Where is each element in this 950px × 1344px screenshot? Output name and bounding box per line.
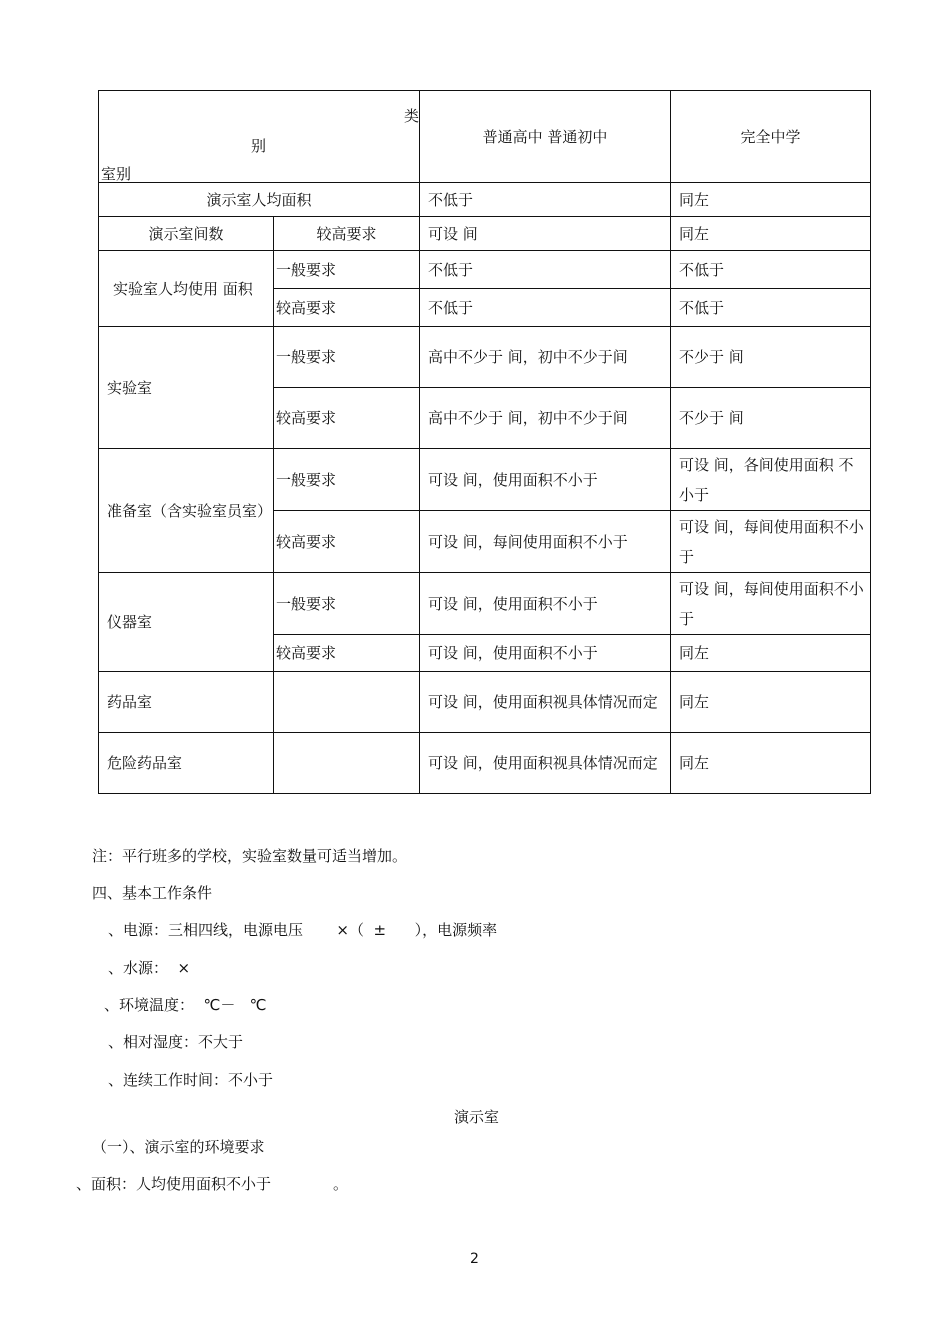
table-row [99, 327, 871, 388]
cell-normal: 不低于 [420, 251, 671, 289]
row-label: 准备室（含实验室员室） [99, 449, 274, 573]
cell-complete: 不低于 [671, 289, 871, 327]
requirements-table [98, 90, 871, 794]
row-label: 演示室人均面积 [99, 183, 420, 217]
cell-complete: 可设 间，每间使用面积不小于 [671, 511, 871, 573]
header-complete-school: 完全中学 [671, 91, 871, 183]
table-row [99, 573, 871, 635]
row-sub-label: 较高要求 [274, 635, 420, 672]
section-title: 演示室 [454, 1108, 500, 1126]
row-sub-label: 一般要求 [274, 251, 420, 289]
note-text: 注：平行班多的学校，实验室数量可适当增加。 [92, 847, 408, 865]
table-header-row [99, 91, 871, 183]
cell-normal: 高中不少于 间，初中不少于间 [420, 388, 671, 449]
cell-complete: 同左 [671, 672, 871, 733]
page-number: 2 [470, 1251, 479, 1267]
cell-complete: 不少于 间 [671, 388, 871, 449]
section-heading: 四、基本工作条件 [92, 884, 213, 902]
cell-normal: 可设 间 [420, 217, 671, 251]
row-sub-label: 较高要求 [274, 217, 420, 251]
row-label: 实验室人均使用 面积 [99, 251, 274, 327]
diagonal-header-cell [99, 91, 420, 183]
row-label: 危险药品室 [99, 733, 274, 794]
row-sub-label: 较高要求 [274, 388, 420, 449]
table-row [99, 251, 871, 289]
cell-complete: 同左 [671, 733, 871, 794]
cell-complete: 不低于 [671, 251, 871, 289]
cell-complete: 不少于 间 [671, 327, 871, 388]
table-row [99, 449, 871, 511]
subsection-heading: （一）、演示室的环境要求 [92, 1138, 265, 1156]
temperature-line: 、环境温度： ℃－ ℃ [104, 996, 267, 1014]
cell-complete: 同左 [671, 635, 871, 672]
row-sub-label: 较高要求 [274, 289, 420, 327]
cell-normal: 可设 间，使用面积视具体情况而定 [420, 672, 671, 733]
table-row [99, 183, 871, 217]
table-row [99, 733, 871, 794]
row-sub-label: 较高要求 [274, 511, 420, 573]
table-row [99, 672, 871, 733]
water-supply-line: 、水源： × [108, 959, 191, 977]
work-time-line: 、连续工作时间：不小于 [108, 1071, 274, 1089]
header-category-top: 类 [403, 107, 419, 125]
row-sub-label [274, 733, 420, 794]
row-label: 实验室 [99, 327, 274, 449]
cell-normal: 不低于 [420, 183, 671, 217]
cell-normal: 可设 间，使用面积不小于 [420, 449, 671, 511]
cell-normal: 可设 间，使用面积视具体情况而定 [420, 733, 671, 794]
table-row [99, 217, 871, 251]
row-sub-label: 一般要求 [274, 327, 420, 388]
cell-complete: 同左 [671, 217, 871, 251]
cell-complete: 可设 间，各间使用面积 不小于 [671, 449, 871, 511]
cell-normal: 不低于 [420, 289, 671, 327]
cell-complete: 可设 间，每间使用面积不小于 [671, 573, 871, 635]
row-label: 仪器室 [99, 573, 274, 672]
cell-normal: 高中不少于 间，初中不少于间 [420, 327, 671, 388]
area-requirement-line: 、面积：人均使用面积不小于 。 [76, 1175, 348, 1193]
cell-normal: 可设 间，使用面积不小于 [420, 573, 671, 635]
header-room-type: 室别 [101, 165, 132, 183]
row-sub-label: 一般要求 [274, 573, 420, 635]
cell-complete: 同左 [671, 183, 871, 217]
humidity-line: 、相对湿度：不大于 [108, 1033, 244, 1051]
row-label: 演示室间数 [99, 217, 274, 251]
cell-normal: 可设 间，每间使用面积不小于 [420, 511, 671, 573]
row-sub-label: 一般要求 [274, 449, 420, 511]
row-sub-label [274, 672, 420, 733]
power-supply-line: 、电源：三相四线，电源电压 ×（ ± ），电源频率 [108, 921, 498, 939]
cell-normal: 可设 间，使用面积不小于 [420, 635, 671, 672]
header-normal-school: 普通高中 普通初中 [420, 91, 671, 183]
row-label: 药品室 [99, 672, 274, 733]
header-category-mid: 别 [251, 137, 267, 155]
